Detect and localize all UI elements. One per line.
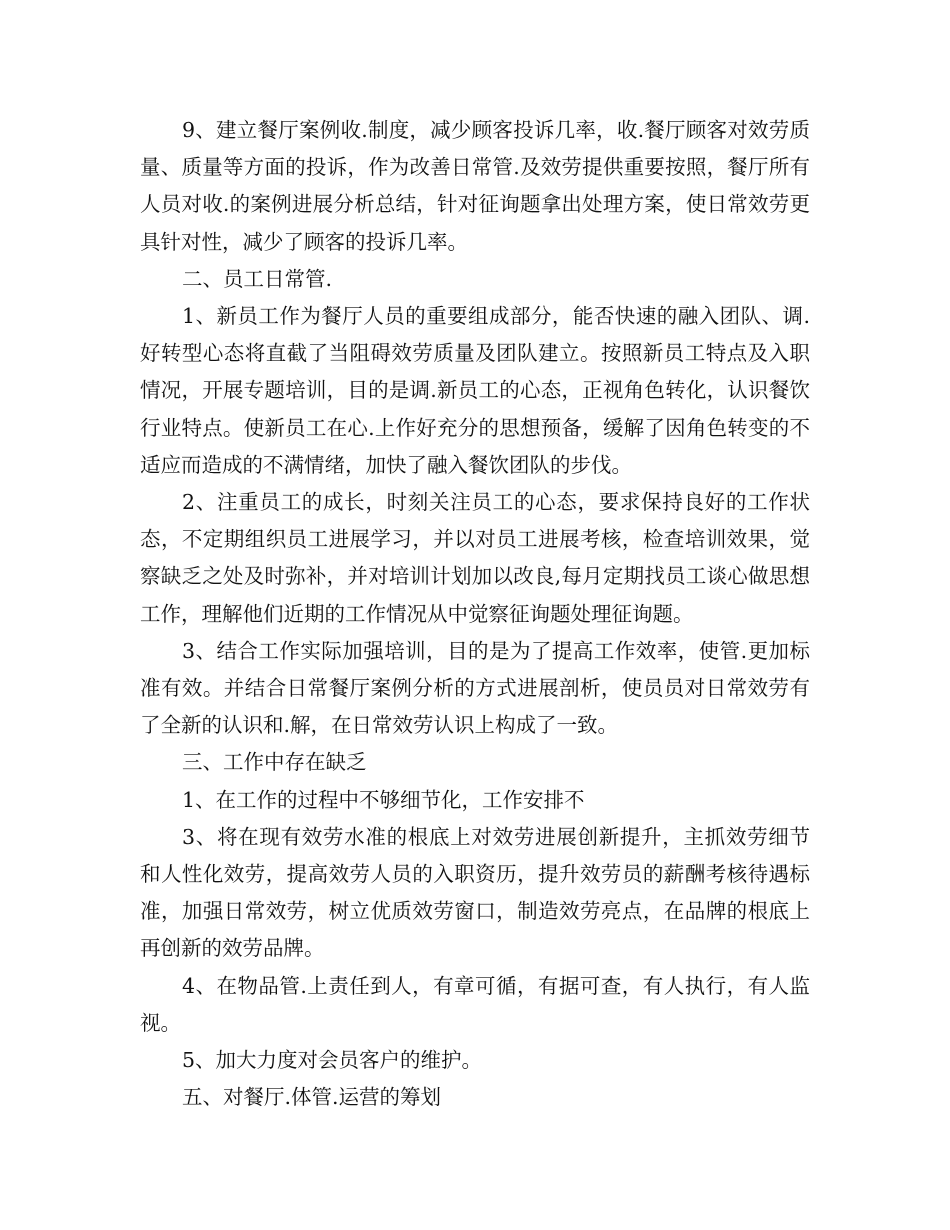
paragraph-item-9-case-collection: 9、建立餐厅案例收.制度，减少顾客投诉几率，收.餐厅顾客对效劳质量、质量等方面的投诉，作为改善日常管.及效劳提供重要按照，餐厅所有人员对收.的案例进展分析总结，针对征询题拿出处理方案，使日常效劳更具针对性，减少了顾客的投诉几率。 bbox=[140, 118, 810, 254]
paragraph-item-management: 4、在物品管.上责任到人，有章可循，有据可查，有人执行，有人监视。 bbox=[140, 973, 810, 1035]
paragraph-member-maintenance: 5、加大力度对会员客户的维护。 bbox=[182, 1048, 483, 1073]
paragraph-service-innovation: 3、将在现有效劳水准的根底上对效劳进展创新提升，主抓效劳细节和人性化效劳，提高效劳人员的入职资历，提升效劳员的薪酬考核待遇标准，加强日常效劳，树立优质效劳窗口，制造效劳亮点，在品牌的根底上再创新的效劳品牌。 bbox=[140, 824, 810, 961]
document-page bbox=[140, 112, 810, 1116]
section-heading-shortcomings: 三、工作中存在缺乏 bbox=[182, 750, 367, 775]
section-heading-employee-management: 二、员工日常管. bbox=[182, 266, 333, 291]
paragraph-employee-growth: 2、注重员工的成长，时刻关注员工的心态，要求保持良好的工作状态，不定期组织员工进展学习，并以对员工进展考核，检查培训效果，觉察缺乏之处及时弥补，并对培训计划加以改良,每月定期找员工谈心做思想工作，理解他们近期的工作情况从中觉察征询题处理征询题。 bbox=[140, 490, 810, 626]
section-heading-operations-planning: 五、对餐厅.体管.运营的筹划 bbox=[182, 1085, 442, 1110]
paragraph-training: 3、结合工作实际加强培训，目的是为了提高工作效率，使管.更加标准有效。并结合日常餐厅案例分析的方式进展剖析，使员员对日常效劳有了全新的认识和.解，在日常效劳认识上构成了一致。 bbox=[140, 638, 810, 738]
paragraph-new-employees: 1、新员工作为餐厅人员的重要组成部分，能否快速的融入团队、调.好转型心态将直截了当阻碍效劳质量及团队建立。按照新员工特点及入职情况，开展专题培训，目的是调.新员工的心态，正视角色转化，认识餐饮行业特点。使新员工在心.上作好充分的思想预备，缓解了因角色转变的不适应而造成的不满情绪，加快了融入餐饮团队的步伐。 bbox=[140, 304, 810, 477]
paragraph-shortcoming-1: 1、在工作的过程中不够细节化，工作安排不 bbox=[182, 787, 585, 812]
